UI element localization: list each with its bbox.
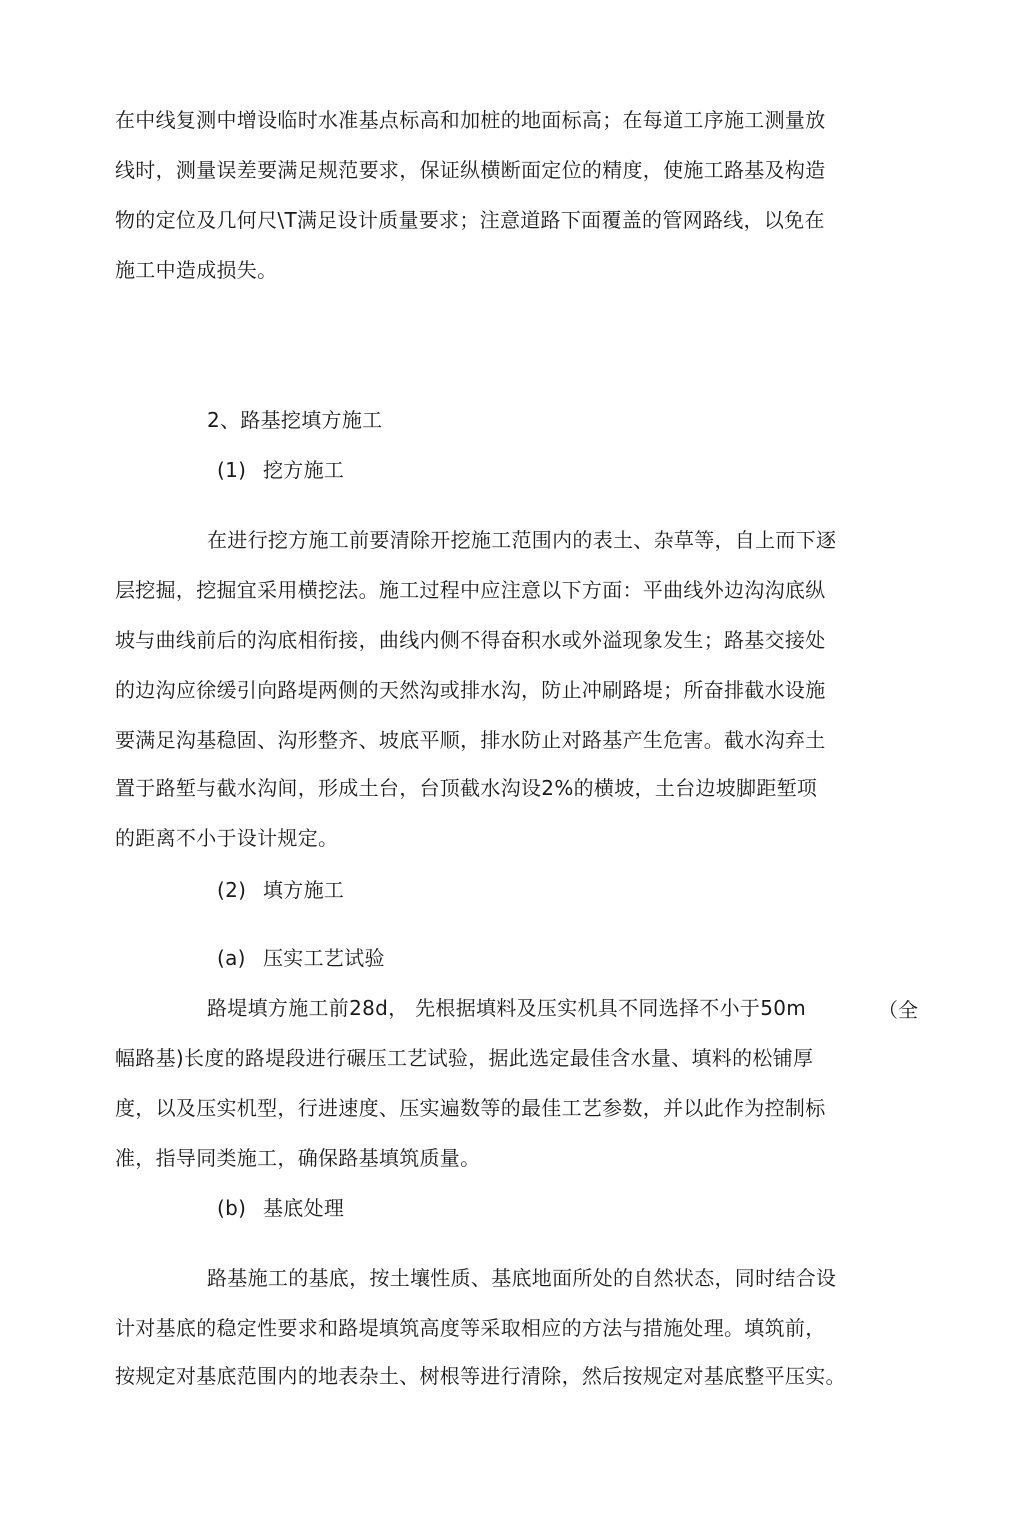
paragraph-line: 的距离不小于设计规定。: [115, 826, 339, 850]
section-heading: 2、路基挖填方施工: [207, 408, 383, 432]
subsection-heading: [217, 456, 344, 484]
subsection-title: 挖方施工: [263, 458, 345, 482]
paragraph-line: 路基施工的基底，按土壤性质、基底地面所处的自然状态，同时结合设: [207, 1266, 837, 1290]
paragraph-line: 物的定位及几何尺\T满足设计质量要求；注意道路下面覆盖的管网路线，以免在: [115, 208, 825, 232]
subsection-number: (a): [217, 946, 246, 970]
subsection-heading: [217, 944, 385, 972]
subsection-heading: [217, 876, 344, 904]
paragraph-line: 准，指导同类施工，确保路基填筑质量。: [115, 1146, 481, 1170]
subsection-number: (2): [217, 878, 247, 902]
subsection-title: 压实工艺试验: [263, 946, 385, 970]
paragraph-line: 的边沟应徐缓引向路堤两侧的天然沟或排水沟，防止冲刷路堤；所奋排截水设施: [115, 678, 826, 702]
subsection-number: (b): [217, 1196, 247, 1220]
paragraph-line: 幅路基)长度的路堤段进行碾压工艺试验，据此选定最佳含水量、填料的松铺厚: [115, 1046, 814, 1070]
paragraph-line: 层挖掘，挖掘宜采用横挖法。施工过程中应注意以下方面：平曲线外边沟沟底纵: [115, 578, 826, 602]
paragraph-line-end: （全: [878, 998, 918, 1022]
subsection-title: 基底处理: [263, 1196, 345, 1220]
paragraph-line: 在进行挖方施工前要清除开挖施工范围内的表土、杂草等，自上而下逐: [207, 528, 837, 552]
paragraph-line: 施工中造成损失。: [115, 258, 278, 282]
paragraph-line: 计对基底的稳定性要求和路堤填筑高度等采取相应的方法与措施处理。填筑前，: [115, 1316, 826, 1340]
paragraph-line: 度，以及压实机型，行进速度、压实遍数等的最佳工艺参数，并以此作为控制标: [115, 1096, 826, 1120]
paragraph-line: 在中线复测中增设临时水准基点标高和加桩的地面标高；在每道工序施工测量放: [115, 108, 826, 132]
paragraph-line: 线时，测量误差要满足规范要求，保证纵横断面定位的精度，使施工路基及构造: [115, 158, 826, 182]
subsection-heading: [217, 1194, 344, 1222]
subsection-number: (1): [217, 458, 247, 482]
subsection-title: 填方施工: [263, 878, 345, 902]
paragraph-line: 路堤填方施工前28d， 先根据填料及压实机具不同选择不小于50m: [207, 996, 807, 1020]
paragraph-line: 坡与曲线前后的沟底相衔接，曲线内侧不得奋积水或外溢现象发生；路基交接处: [115, 628, 826, 652]
paragraph-line: 置于路堑与截水沟间，形成土台，台顶截水沟设2%的横坡，土台边坡脚距堑项: [115, 776, 818, 800]
paragraph-line: 要满足沟基稳固、沟形整齐、坡底平顺，排水防止对路基产生危害。截水沟弃土: [115, 728, 826, 752]
paragraph-line: 按规定对基底范围内的地表杂土、树根等进行清除，然后按规定对基底整平压实。: [115, 1364, 846, 1388]
